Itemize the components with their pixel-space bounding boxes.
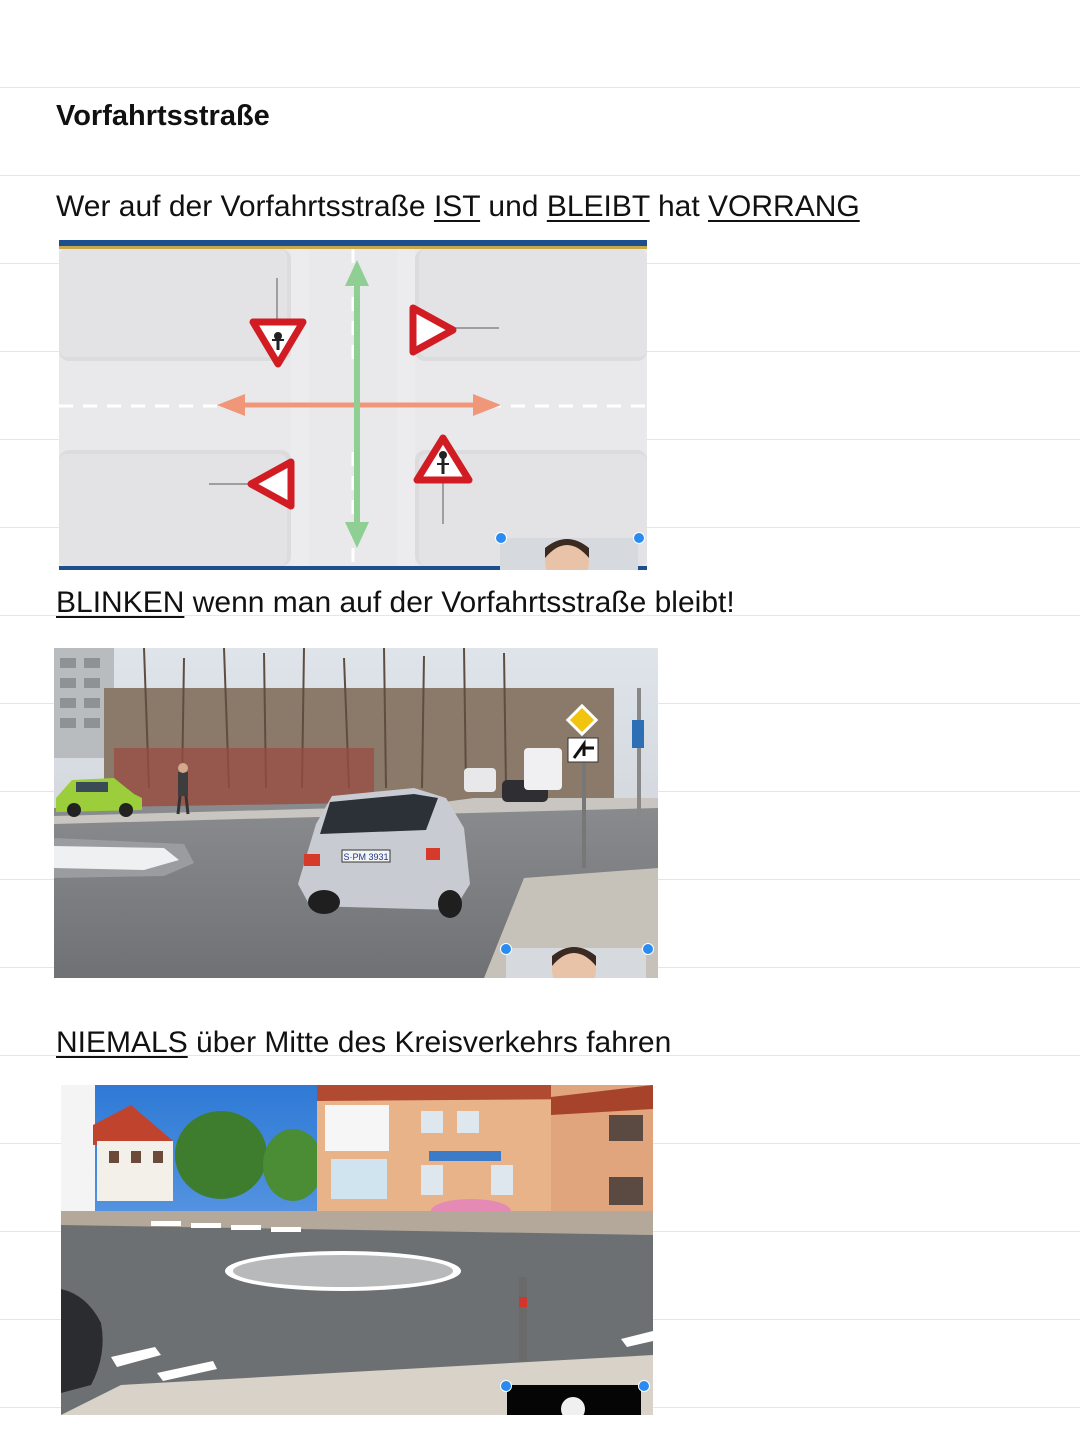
- word-vorrang: VORRANG: [708, 190, 860, 223]
- webcam-overlay: [507, 1385, 641, 1415]
- rule-line-3: [56, 1026, 671, 1060]
- street-photo[interactable]: [54, 648, 658, 978]
- rule-line-1-mid1: und: [480, 190, 547, 223]
- word-bleibt: BLEIBT: [546, 190, 650, 223]
- word-niemals: NIEMALS: [56, 1026, 188, 1059]
- resize-handle-right-3[interactable]: [638, 1380, 650, 1392]
- resize-handle-left-3[interactable]: [500, 1380, 512, 1392]
- rule-line-3-rest: über Mitte des Kreisverkehrs fahren: [187, 1026, 672, 1059]
- rule-line-1: [56, 190, 860, 224]
- rule-line-2: [56, 586, 735, 620]
- license-plate: S·PM 3931: [343, 852, 389, 862]
- rule-line-1-mid2: hat: [649, 190, 709, 223]
- resize-handle-right-1[interactable]: [633, 532, 645, 544]
- rule-line-2-rest: wenn man auf der Vorfahrtsstraße bleibt!: [184, 586, 735, 619]
- webcam-overlay: [500, 538, 638, 570]
- resize-handle-left-1[interactable]: [495, 532, 507, 544]
- intersection-diagram-svg: [59, 240, 647, 570]
- word-blinken: BLINKEN: [56, 586, 185, 619]
- page-title: Vorfahrtsstraße: [56, 100, 270, 132]
- roundabout-photo-svg: [61, 1085, 653, 1415]
- webcam-overlay: [506, 947, 646, 978]
- resize-handle-left-2[interactable]: [500, 943, 512, 955]
- resize-handle-right-2[interactable]: [642, 943, 654, 955]
- intersection-diagram[interactable]: [59, 240, 647, 570]
- word-ist: IST: [433, 190, 481, 223]
- roundabout-photo[interactable]: [61, 1085, 653, 1415]
- rule-line-1-pre: Wer auf der Vorfahrtsstraße: [56, 190, 434, 223]
- street-photo-svg: [54, 648, 658, 978]
